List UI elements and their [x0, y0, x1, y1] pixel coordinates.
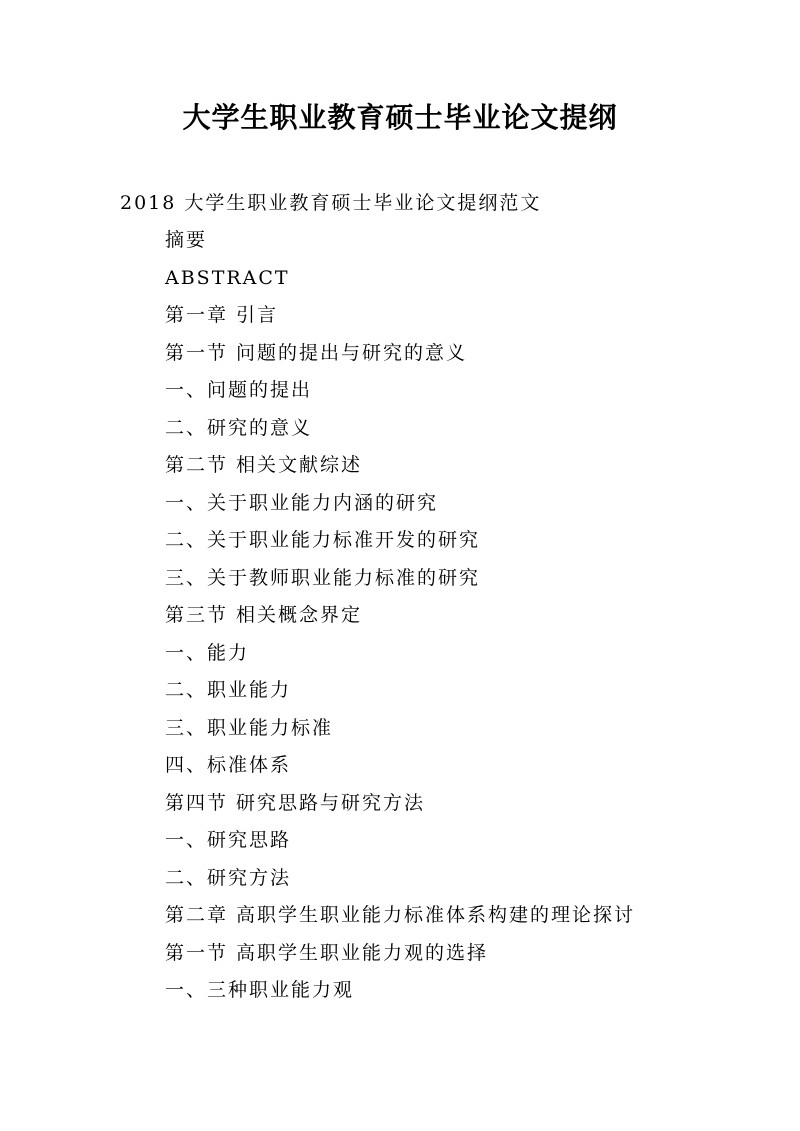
outline-item: 第二章 高职学生职业能力标准体系构建的理论探讨	[165, 904, 636, 926]
outline-item: 一、能力	[165, 641, 250, 664]
outline-item: ABSTRACT	[165, 266, 290, 289]
outline-item: 第一章 引言	[165, 304, 279, 326]
outline-item: 一、三种职业能力观	[165, 979, 355, 1001]
outline-item: 摘要	[165, 229, 208, 251]
outline-item: 第一节 问题的提出与研究的意义	[165, 341, 468, 364]
outline-item: 一、问题的提出	[165, 379, 313, 401]
outline-item: 第一节 高职学生职业能力观的选择	[165, 941, 489, 964]
outline-item: 一、研究思路	[165, 829, 292, 851]
outline-item: 第三节 相关概念界定	[165, 604, 363, 626]
outline-item: 第四节 研究思路与研究方法	[165, 791, 426, 814]
outline-item: 一、关于职业能力内涵的研究	[165, 491, 439, 514]
outline-item: 四、标准体系	[165, 754, 292, 776]
outline-item: 三、职业能力标准	[165, 716, 334, 739]
outline-item: 三、关于教师职业能力标准的研究	[165, 566, 481, 589]
outline-item: 第二节 相关文献综述	[165, 454, 363, 476]
document-subtitle: 2018 大学生职业教育硕士毕业论文提纲范文	[120, 192, 542, 214]
outline-item: 二、关于职业能力标准开发的研究	[165, 529, 481, 551]
document-title: 大学生职业教育硕士毕业论文提纲	[182, 101, 618, 134]
outline-item: 二、职业能力	[165, 679, 292, 701]
outline-item: 二、研究方法	[165, 866, 292, 889]
outline-list	[165, 225, 635, 1013]
outline-item: 二、研究的意义	[165, 416, 313, 439]
